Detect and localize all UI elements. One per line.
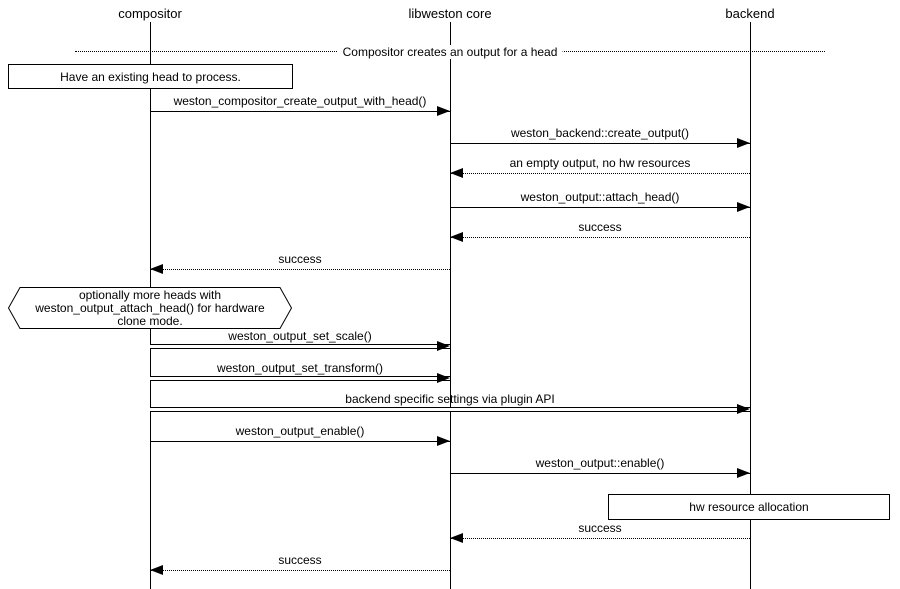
note-box: hw resource allocation [608,494,890,520]
arrowhead-icon [737,138,750,148]
divider-label: Compositor creates an output for a head [338,45,563,59]
arrowhead-icon [437,106,450,116]
message-line [150,376,450,381]
note-line: weston_output_attach_head() for hardware [35,300,265,315]
note-line: optionally more heads with [78,287,222,302]
message-label: weston_output_set_transform() [216,361,384,375]
message-line [150,344,450,349]
message-label: success [278,553,322,567]
message-line [450,173,750,174]
message-line [150,269,450,270]
message-label: backend specific settings via plugin API [345,392,555,406]
message-label: weston_output::enable() [535,456,665,470]
note-box: Have an existing head to process. [8,64,293,89]
message-label: weston_backend::create_output() [510,126,690,140]
arrowhead-icon [150,264,163,274]
message-line [150,407,750,412]
arrowhead-icon [737,202,750,212]
message-line [150,570,450,571]
message-label: success [578,220,622,234]
message-label: weston_output_enable() [235,424,365,438]
arrowhead-icon [737,404,750,414]
arrowhead-icon [737,468,750,478]
note-hexagon [8,287,292,329]
lifeline-libweston [450,22,451,589]
actor-label-compositor: compositor [118,6,182,21]
arrowhead-icon [450,533,463,543]
message-line [150,111,450,112]
actor-label-libweston: libweston core [408,6,492,21]
message-line [450,538,750,539]
note-line: clone mode. [117,313,183,328]
message-line [150,441,450,442]
message-line [450,143,750,144]
message-label: an empty output, no hw resources [509,156,691,170]
message-label: success [578,521,622,535]
arrowhead-icon [437,341,450,351]
arrowhead-icon [150,565,163,575]
message-line [450,473,750,474]
arrowhead-icon [450,168,463,178]
message-line [450,207,750,208]
arrowhead-icon [437,436,450,446]
message-label: weston_output_set_scale() [228,329,372,343]
arrowhead-icon [450,232,463,242]
note-hexagon-text [8,287,292,329]
message-label: success [278,252,322,266]
message-label: weston_compositor_create_output_with_head() [173,94,427,108]
arrowhead-icon [437,373,450,383]
message-label: weston_output::attach_head() [520,190,680,204]
actor-label-backend: backend [725,6,775,21]
message-line [450,237,750,238]
